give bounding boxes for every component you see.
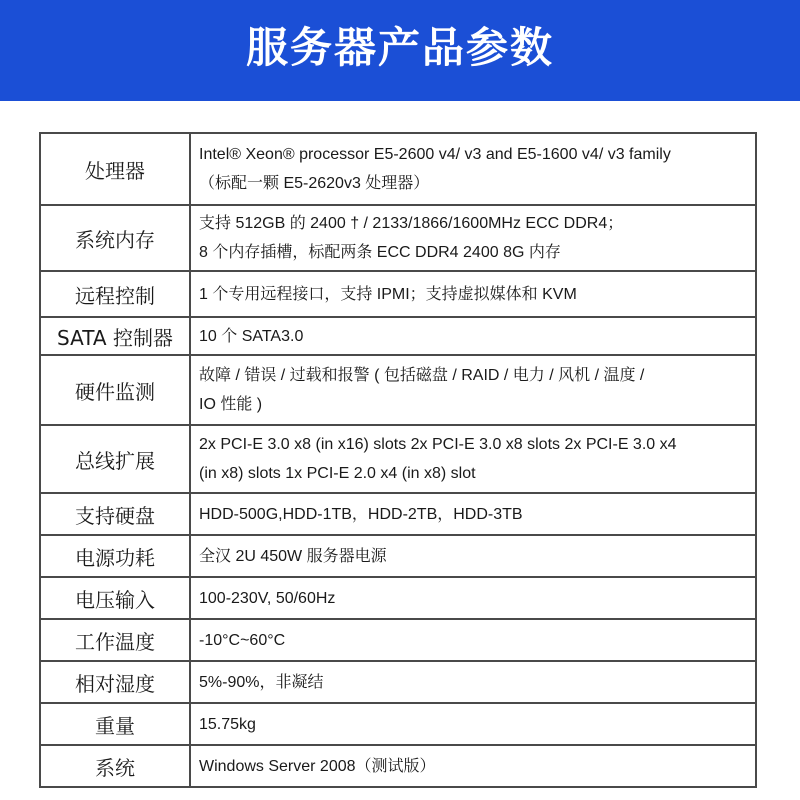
spec-label: 重量 — [40, 703, 190, 745]
spec-value — [190, 493, 756, 535]
table-row — [40, 271, 756, 317]
page-title: 服务器产品参数 — [245, 22, 554, 72]
spec-value-line: -10°C~60°C — [199, 631, 286, 649]
spec-table — [39, 132, 757, 788]
table-row — [40, 535, 756, 577]
spec-label: 硬件监测 — [40, 355, 190, 425]
table-row — [40, 205, 756, 271]
spec-value-line: IO 性能 ) — [199, 396, 263, 413]
spec-value — [190, 535, 756, 577]
spec-value-line: 1 个专用远程接口，支持 IPMI；支持虚拟媒体和 KVM — [199, 285, 577, 303]
spec-value — [190, 271, 756, 317]
spec-value-line: HDD-500G,HDD-1TB，HDD-2TB，HDD-3TB — [199, 505, 523, 523]
spec-value — [190, 355, 756, 425]
spec-label: 工作温度 — [40, 619, 190, 661]
spec-value-line: 支持 512GB 的 2400 † / 2133/1866/1600MHz ECC DDR4； — [199, 215, 624, 232]
spec-label: 电源功耗 — [40, 535, 190, 577]
spec-label: 系统 — [40, 745, 190, 787]
spec-value-line: Intel® Xeon® processor E5-2600 v4/ v3 and E5-1600 v4/ v3 family — [199, 146, 671, 163]
table-row — [40, 317, 756, 355]
table-row — [40, 619, 756, 661]
spec-value — [190, 317, 756, 355]
spec-value-line: 8 个内存插槽，标配两条 ECC DDR4 2400 8G 内存 — [199, 244, 561, 261]
spec-label: 相对湿度 — [40, 661, 190, 703]
spec-label: 总线扩展 — [40, 425, 190, 493]
spec-value — [190, 133, 756, 205]
spec-value — [190, 745, 756, 787]
spec-label: 远程控制 — [40, 271, 190, 317]
spec-label: 电压输入 — [40, 577, 190, 619]
spec-value-line: （标配一颗 E5-2620v3 处理器） — [199, 175, 430, 192]
table-row — [40, 577, 756, 619]
table-row — [40, 703, 756, 745]
table-row — [40, 425, 756, 493]
spec-value-line: 全汉 2U 450W 服务器电源 — [199, 547, 387, 565]
spec-value-line: 100-230V, 50/60Hz — [199, 589, 336, 607]
spec-label: SATA 控制器 — [40, 317, 190, 355]
spec-label: 系统内存 — [40, 205, 190, 271]
spec-value-line: (in x8) slots 1x PCI-E 2.0 x4 (in x8) slot — [199, 465, 476, 482]
spec-value-line: 15.75kg — [199, 715, 256, 733]
table-row — [40, 133, 756, 205]
spec-value — [190, 619, 756, 661]
spec-value — [190, 577, 756, 619]
header-banner — [0, 0, 800, 101]
spec-label: 支持硬盘 — [40, 493, 190, 535]
spec-value — [190, 205, 756, 271]
spec-value-line: 10 个 SATA3.0 — [199, 327, 304, 345]
spec-value — [190, 425, 756, 493]
spec-value — [190, 703, 756, 745]
spec-value-line: 5%-90%，非凝结 — [199, 673, 324, 691]
table-row — [40, 745, 756, 787]
spec-value-line: 2x PCI-E 3.0 x8 (in x16) slots 2x PCI-E 3.0 x8 slots 2x PCI-E 3.0 x4 — [199, 436, 677, 453]
spec-value-line: 故障 / 错误 / 过载和报警 ( 包括磁盘 / RAID / 电力 / 风机 / 温度 / — [199, 367, 645, 384]
table-row — [40, 493, 756, 535]
spec-label: 处理器 — [40, 133, 190, 205]
spec-value — [190, 661, 756, 703]
table-row — [40, 661, 756, 703]
table-row — [40, 355, 756, 425]
spec-value-line: Windows Server 2008（测试版） — [199, 757, 436, 775]
